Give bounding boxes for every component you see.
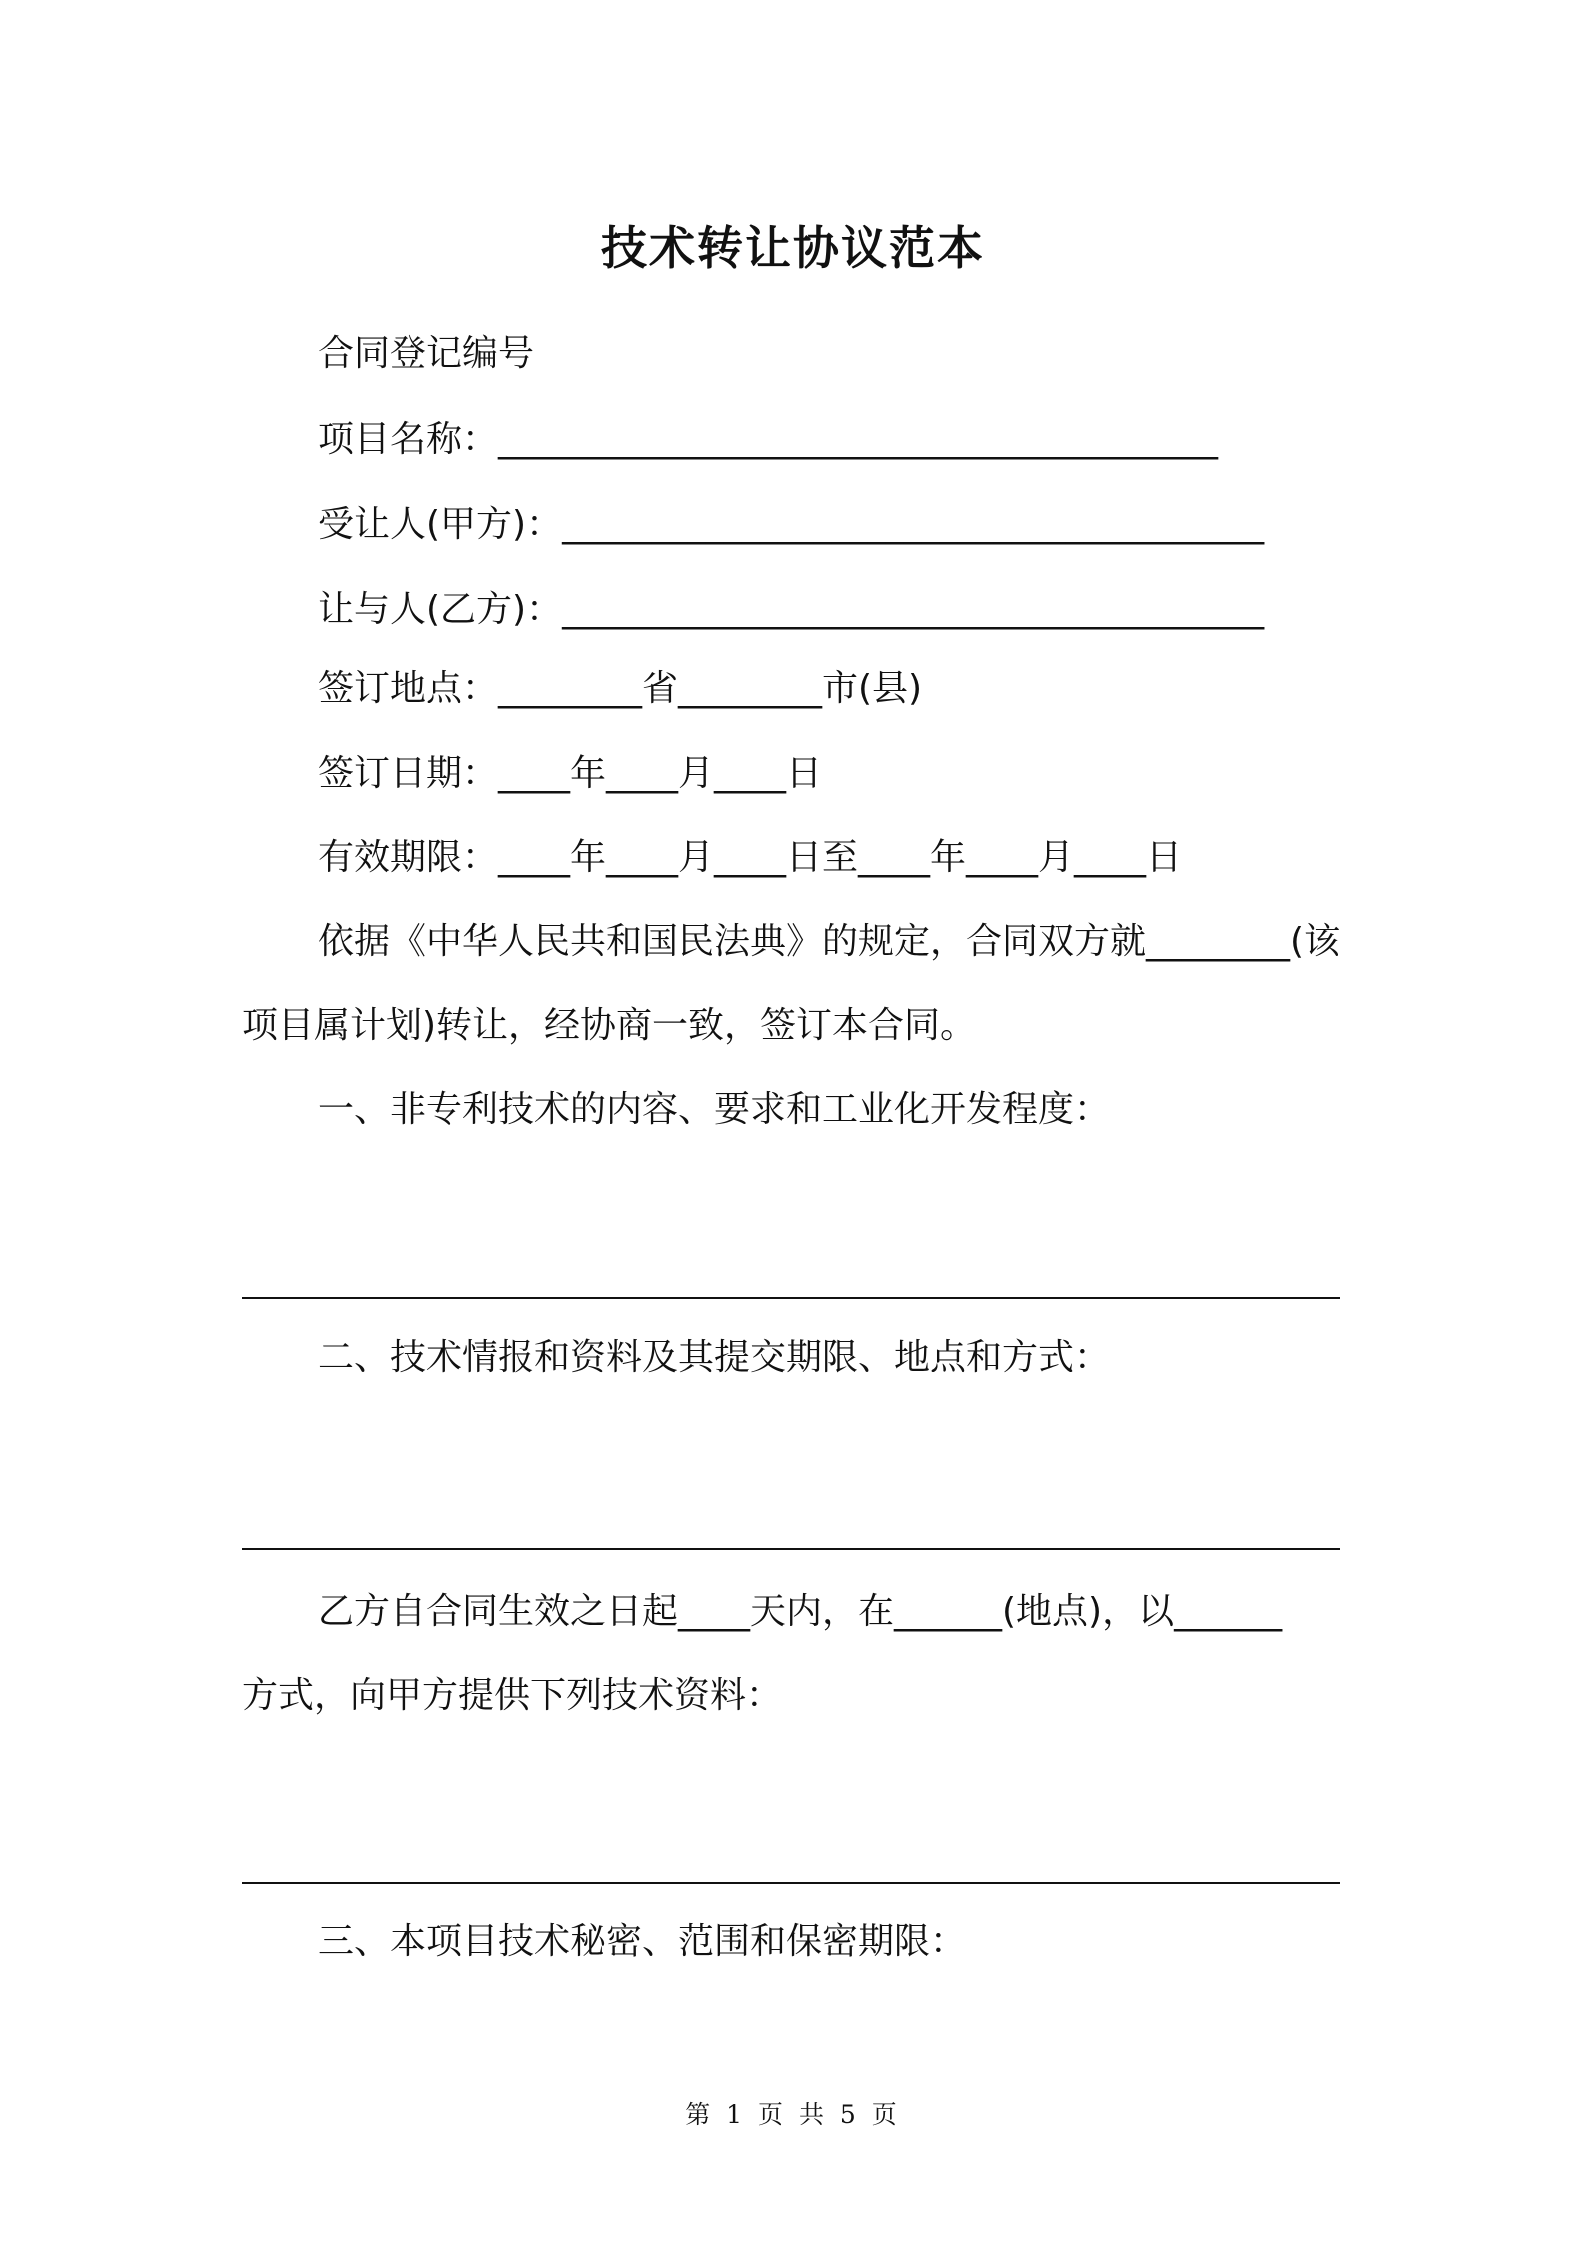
signing-place-field: 签订地点：________省________市(县) <box>318 668 923 709</box>
section-2-blank-line <box>242 1548 1340 1550</box>
intro-paragraph-line-1: 依据《中华人民共和国民法典》的规定，合同双方就________(该 <box>318 921 1341 962</box>
section-1-heading: 一、非专利技术的内容、要求和工业化开发程度： <box>318 1089 1111 1130</box>
intro-paragraph-line-2: 项目属计划)转让，经协商一致，签订本合同。 <box>242 1005 977 1046</box>
section-3-heading: 三、本项目技术秘密、范围和保密期限： <box>318 1921 967 1962</box>
document-title: 技术转让协议范本 <box>601 221 985 275</box>
page-number-footer: 第 1 页 共 5 页 <box>685 2100 901 2129</box>
section-1-blank-line <box>242 1297 1340 1299</box>
assignor-field: 让与人(乙方)：_______________________________________ <box>318 589 1265 630</box>
section-2-heading: 二、技术情报和资料及其提交期限、地点和方式： <box>318 1337 1111 1378</box>
supply-paragraph-line-2: 方式，向甲方提供下列技术资料： <box>242 1675 783 1716</box>
supply-blank-line <box>242 1882 1340 1884</box>
assignee-field: 受让人(甲方)：_______________________________________ <box>318 504 1265 545</box>
registration-number-label: 合同登记编号 <box>318 333 535 374</box>
validity-period-field: 有效期限：____年____月____日至____年____月____日 <box>318 837 1183 878</box>
supply-paragraph-line-1: 乙方自合同生效之日起____天内，在______(地点)，以______ <box>318 1591 1283 1632</box>
project-name-field: 项目名称：________________________________________ <box>318 419 1219 460</box>
signing-date-field: 签订日期：____年____月____日 <box>318 753 823 794</box>
